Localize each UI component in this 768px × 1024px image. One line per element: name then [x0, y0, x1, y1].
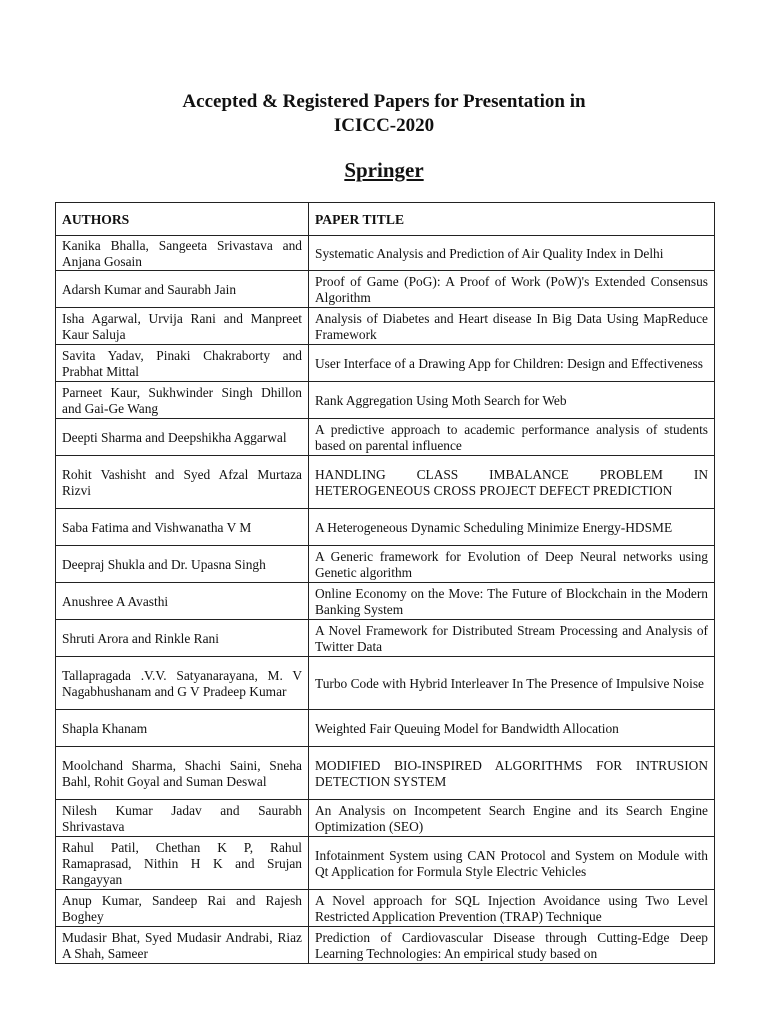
document-title-line-2: ICICC-2020: [333, 115, 435, 136]
table-row: [56, 583, 715, 620]
table-row: [56, 308, 715, 345]
paper-title-cell: Weighted Fair Queuing Model for Bandwidth Allocation: [309, 710, 715, 747]
paper-title-cell: Infotainment System using CAN Protocol and System on Module with Qt Application for Formula Style Electric Vehicles: [309, 837, 715, 890]
paper-title-cell: Prediction of Cardiovascular Disease through Cutting-Edge Deep Learning Technologies: An empirical study based on: [309, 927, 715, 964]
paper-title-cell: MODIFIED BIO-INSPIRED ALGORITHMS FOR INTRUSION DETECTION SYSTEM: [309, 747, 715, 800]
paper-title-cell: A Generic framework for Evolution of Deep Neural networks using Genetic algorithm: [309, 546, 715, 583]
table-row: [56, 837, 715, 890]
paper-title-cell: Analysis of Diabetes and Heart disease In Big Data Using MapReduce Framework: [309, 308, 715, 345]
paper-title-cell: A predictive approach to academic performance analysis of students based on parental influence: [309, 419, 715, 456]
table-row: [56, 509, 715, 546]
author-cell: Isha Agarwal, Urvija Rani and Manpreet Kaur Saluja: [56, 308, 309, 345]
author-cell: Savita Yadav, Pinaki Chakraborty and Prabhat Mittal: [56, 345, 309, 382]
paper-title-cell: Turbo Code with Hybrid Interleaver In The Presence of Impulsive Noise: [309, 657, 715, 710]
publisher-heading: Springer: [344, 158, 424, 182]
paper-title-column-header: PAPER TITLE: [309, 203, 715, 236]
author-cell: Nilesh Kumar Jadav and Saurabh Shrivastava: [56, 800, 309, 837]
paper-title-cell: User Interface of a Drawing App for Children: Design and Effectiveness: [309, 345, 715, 382]
paper-title-cell: Online Economy on the Move: The Future of Blockchain in the Modern Banking System: [309, 583, 715, 620]
table-row: [56, 271, 715, 308]
table-row: [56, 345, 715, 382]
paper-title-cell: A Heterogeneous Dynamic Scheduling Minimize Energy-HDSME: [309, 509, 715, 546]
table-row: [56, 800, 715, 837]
table-row: [56, 747, 715, 800]
paper-title-cell: A Novel approach for SQL Injection Avoidance using Two Level Restricted Application Prevention (TRAP) Technique: [309, 890, 715, 927]
table-row: [56, 419, 715, 456]
table-row: [56, 456, 715, 509]
author-cell: Deepraj Shukla and Dr. Upasna Singh: [56, 546, 309, 583]
author-cell: Anushree A Avasthi: [56, 583, 309, 620]
authors-column-header: AUTHORS: [56, 203, 309, 236]
author-cell: Shruti Arora and Rinkle Rani: [56, 620, 309, 657]
author-cell: Saba Fatima and Vishwanatha V M: [56, 509, 309, 546]
table-row: [56, 546, 715, 583]
author-cell: Kanika Bhalla, Sangeeta Srivastava and Anjana Gosain: [56, 236, 309, 271]
author-cell: Deepti Sharma and Deepshikha Aggarwal: [56, 419, 309, 456]
author-cell: Tallapragada .V.V. Satyanarayana, M. V Nagabhushanam and G V Pradeep Kumar: [56, 657, 309, 710]
document-title-line-1: Accepted & Registered Papers for Presentation in: [182, 91, 586, 112]
table-row: [56, 710, 715, 747]
author-cell: Parneet Kaur, Sukhwinder Singh Dhillon and Gai-Ge Wang: [56, 382, 309, 419]
table-row: [56, 620, 715, 657]
author-cell: Shapla Khanam: [56, 710, 309, 747]
author-cell: Adarsh Kumar and Saurabh Jain: [56, 271, 309, 308]
paper-title-cell: Systematic Analysis and Prediction of Air Quality Index in Delhi: [309, 236, 715, 271]
paper-title-cell: Rank Aggregation Using Moth Search for Web: [309, 382, 715, 419]
papers-table-container: [55, 202, 715, 961]
table-row: [56, 382, 715, 419]
table-header-row: [56, 203, 715, 236]
author-cell: Rohit Vashisht and Syed Afzal Murtaza Rizvi: [56, 456, 309, 509]
author-cell: Rahul Patil, Chethan K P, Rahul Ramaprasad, Nithin H K and Srujan Rangayyan: [56, 837, 309, 890]
paper-title-cell: Proof of Game (PoG): A Proof of Work (PoW)'s Extended Consensus Algorithm: [309, 271, 715, 308]
paper-title-cell: A Novel Framework for Distributed Stream Processing and Analysis of Twitter Data: [309, 620, 715, 657]
table-row: [56, 657, 715, 710]
author-cell: Mudasir Bhat, Syed Mudasir Andrabi, Riaz A Shah, Sameer: [56, 927, 309, 964]
paper-title-cell: HANDLING CLASS IMBALANCE PROBLEM IN HETEROGENEOUS CROSS PROJECT DEFECT PREDICTION: [309, 456, 715, 509]
table-row: [56, 890, 715, 927]
paper-title-cell: An Analysis on Incompetent Search Engine and its Search Engine Optimization (SEO): [309, 800, 715, 837]
table-row: [56, 927, 715, 964]
table-row: [56, 236, 715, 271]
papers-table: [55, 202, 715, 964]
author-cell: Anup Kumar, Sandeep Rai and Rajesh Boghey: [56, 890, 309, 927]
author-cell: Moolchand Sharma, Shachi Saini, Sneha Bahl, Rohit Goyal and Suman Deswal: [56, 747, 309, 800]
